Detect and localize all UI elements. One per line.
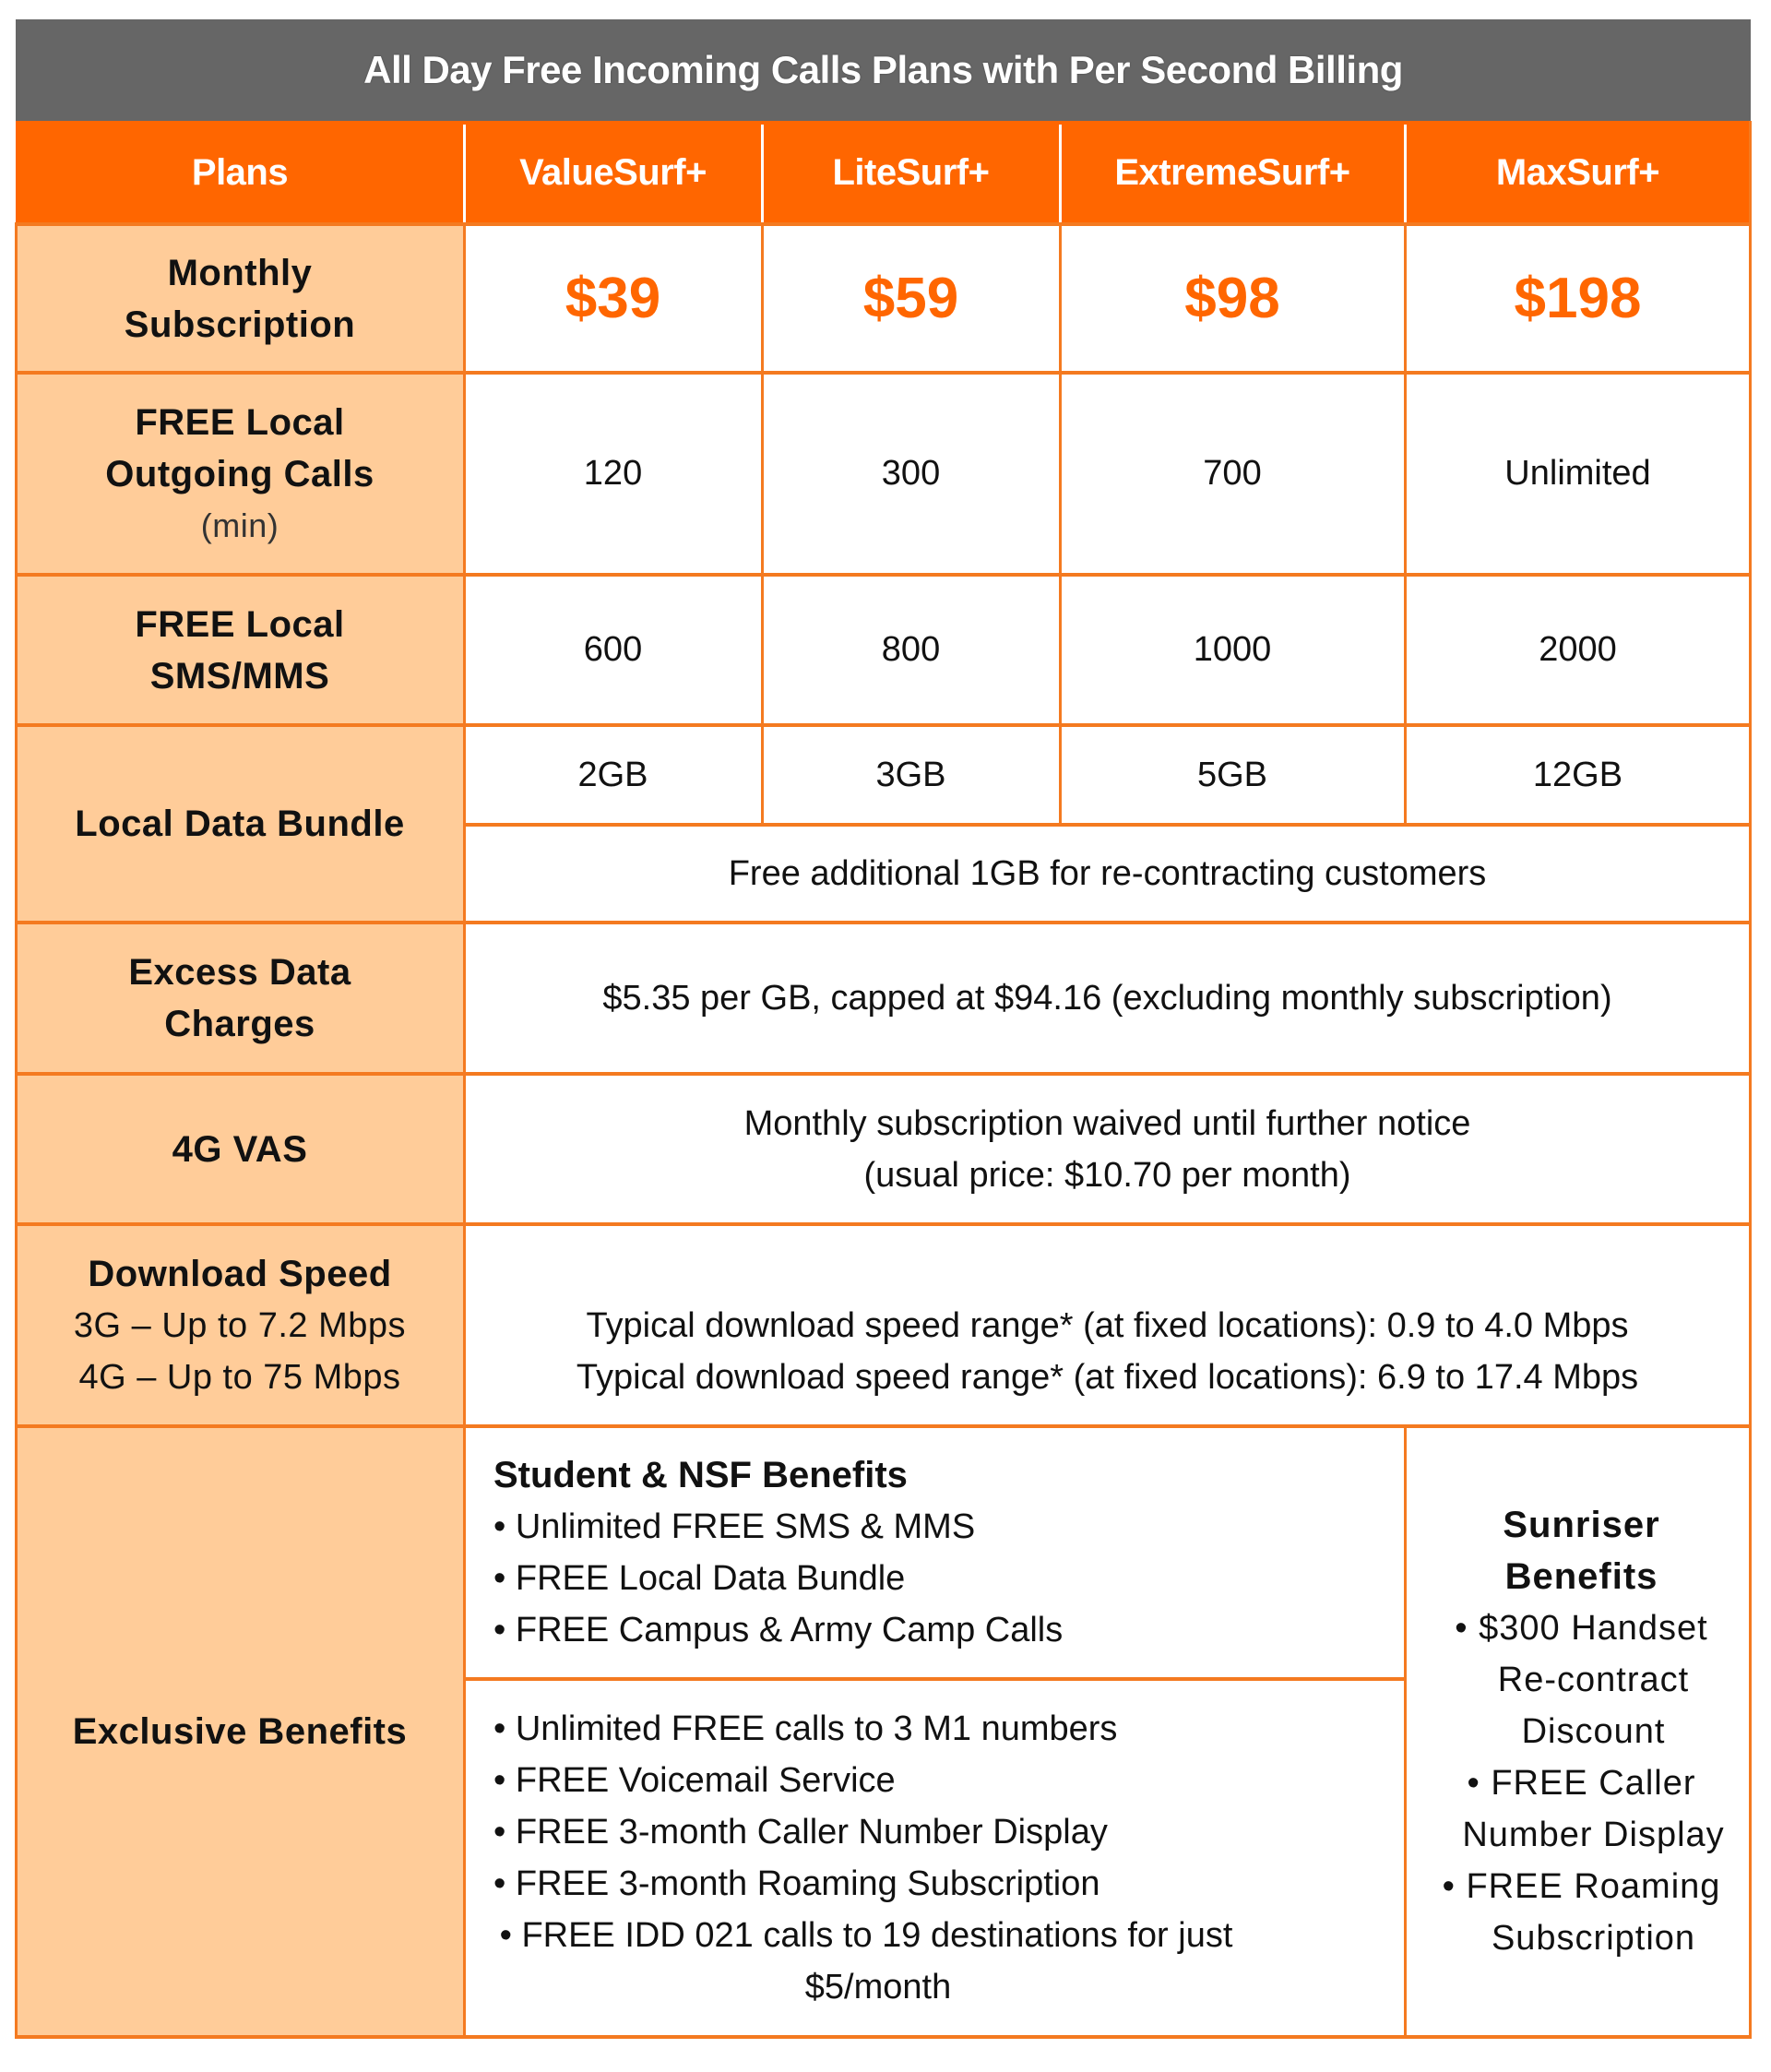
- header-plans: Plans: [16, 121, 464, 224]
- price-valuesurf: $39: [464, 224, 762, 373]
- table-border-right: [1749, 121, 1752, 2038]
- header-plan-valuesurf: ValueSurf+: [464, 121, 762, 224]
- row-label-outgoing-calls: [16, 373, 464, 575]
- benefit-item: • FREE 3-month Roaming Subscription: [493, 1864, 1100, 1903]
- calls-litesurf: 300: [762, 373, 1060, 575]
- download-4g-range: Typical download speed range* (at fixed locations): 6.9 to 17.4 Mbps: [576, 1357, 1639, 1397]
- download-speed-value: [464, 1224, 1751, 1426]
- label-text: FREE Local: [135, 603, 345, 645]
- calls-maxsurf: Unlimited: [1405, 373, 1751, 575]
- row-label-sms-mms: [16, 575, 464, 725]
- header-plan-litesurf: LiteSurf+: [762, 121, 1060, 224]
- calls-valuesurf: 120: [464, 373, 762, 575]
- label-text: Download Speed: [88, 1253, 392, 1294]
- table-border-left: [15, 224, 18, 2038]
- row-divider: [15, 1222, 1752, 1226]
- column-divider: [761, 224, 764, 825]
- row-divider: [15, 723, 1752, 727]
- label-text: 4G VAS: [172, 1128, 308, 1170]
- header-divider: [1059, 125, 1062, 224]
- row-divider: [15, 222, 1752, 226]
- label-text: Subscription: [124, 304, 356, 345]
- header-divider: [761, 125, 764, 224]
- benefit-item: • FREE Voicemail Service: [493, 1761, 896, 1800]
- price-maxsurf: $198: [1405, 224, 1751, 373]
- table-title: All Day Free Incoming Calls Plans with Per Second Billing: [16, 19, 1751, 121]
- vas-usual-price: (usual price: $10.70 per month): [863, 1155, 1351, 1195]
- benefit-item: • FREE IDD 021 calls to 19 destinations for just $5/month: [499, 1916, 1233, 2007]
- benefit-item: • FREE Caller Number Display: [1462, 1764, 1725, 1854]
- label-text: Local Data Bundle: [75, 804, 405, 844]
- column-divider: [463, 224, 466, 2038]
- data-valuesurf: 2GB: [464, 725, 762, 825]
- benefit-item: • Unlimited FREE SMS & MMS: [493, 1507, 976, 1546]
- row-label-4g-vas: [16, 1074, 464, 1224]
- column-divider: [1404, 1426, 1407, 2038]
- label-text: Excess Data: [128, 952, 351, 993]
- label-4g-speed: 4G – Up to 75 Mbps: [78, 1357, 401, 1397]
- row-divider: [15, 921, 1752, 924]
- label-text: Exclusive Benefits: [72, 1711, 408, 1752]
- row-label-data-bundle: [16, 725, 464, 923]
- column-divider: [1059, 224, 1062, 825]
- sunriser-benefits: [1405, 1426, 1751, 2037]
- excess-data-charges: $5.35 per GB, capped at $94.16 (excluding monthly subscription): [464, 923, 1751, 1074]
- benefit-item: • FREE Local Data Bundle: [493, 1559, 906, 1598]
- sms-maxsurf: 2000: [1405, 575, 1751, 725]
- row-divider: [15, 1424, 1752, 1428]
- benefit-item: • FREE Campus & Army Camp Calls: [493, 1611, 1064, 1649]
- vas-line: Monthly subscription waived until further notice: [743, 1103, 1471, 1143]
- vas-value: [464, 1074, 1751, 1224]
- download-3g-range: Typical download speed range* (at fixed locations): 0.9 to 4.0 Mbps: [586, 1305, 1629, 1345]
- label-3g-speed: 3G – Up to 7.2 Mbps: [73, 1305, 407, 1345]
- data-maxsurf: 12GB: [1405, 725, 1751, 825]
- header-plan-maxsurf: MaxSurf+: [1405, 121, 1751, 224]
- row-divider: [15, 573, 1752, 577]
- row-label-exclusive-benefits: [16, 1426, 464, 2037]
- row-label-download-speed: [16, 1224, 464, 1426]
- price-litesurf: $59: [762, 224, 1060, 373]
- label-text: Monthly: [167, 252, 313, 293]
- table-border-bottom: [15, 2035, 1752, 2039]
- row-divider: [15, 1072, 1752, 1076]
- row-label-excess-data: [16, 923, 464, 1074]
- student-benefits-heading: Student & NSF Benefits: [493, 1455, 908, 1495]
- student-nsf-benefits: [464, 1426, 1405, 1679]
- benefit-item: • FREE Roaming Subscription: [1442, 1867, 1721, 1958]
- benefit-item: • Unlimited FREE calls to 3 M1 numbers: [493, 1709, 1118, 1748]
- row-divider: [15, 371, 1752, 375]
- calls-extremesurf: 700: [1060, 373, 1405, 575]
- data-litesurf: 3GB: [762, 725, 1060, 825]
- data-recontract-note: Free additional 1GB for re-contracting customers: [464, 825, 1751, 923]
- general-benefits: [464, 1679, 1405, 2037]
- label-text: Outgoing Calls: [105, 453, 374, 494]
- label-text: FREE Local: [135, 401, 345, 443]
- column-divider: [1404, 224, 1407, 825]
- sms-litesurf: 800: [762, 575, 1060, 725]
- price-extremesurf: $98: [1060, 224, 1405, 373]
- row-divider: [463, 823, 1752, 827]
- sms-extremesurf: 1000: [1060, 575, 1405, 725]
- label-text: SMS/MMS: [149, 655, 330, 697]
- sms-valuesurf: 600: [464, 575, 762, 725]
- sunriser-benefits-heading: Sunriser Benefits: [1503, 1505, 1660, 1597]
- header-divider: [463, 125, 466, 224]
- benefit-item: • FREE 3-month Caller Number Display: [493, 1813, 1108, 1852]
- header-divider: [1404, 125, 1407, 224]
- header-plan-extremesurf: ExtremeSurf+: [1060, 121, 1405, 224]
- row-divider: [463, 1677, 1406, 1681]
- label-unit: (min): [200, 506, 279, 544]
- benefit-item: • $300 Handset Re-contract Discount: [1455, 1609, 1708, 1751]
- label-text: Charges: [164, 1004, 315, 1044]
- row-label-monthly-subscription: [16, 224, 464, 373]
- data-extremesurf: 5GB: [1060, 725, 1405, 825]
